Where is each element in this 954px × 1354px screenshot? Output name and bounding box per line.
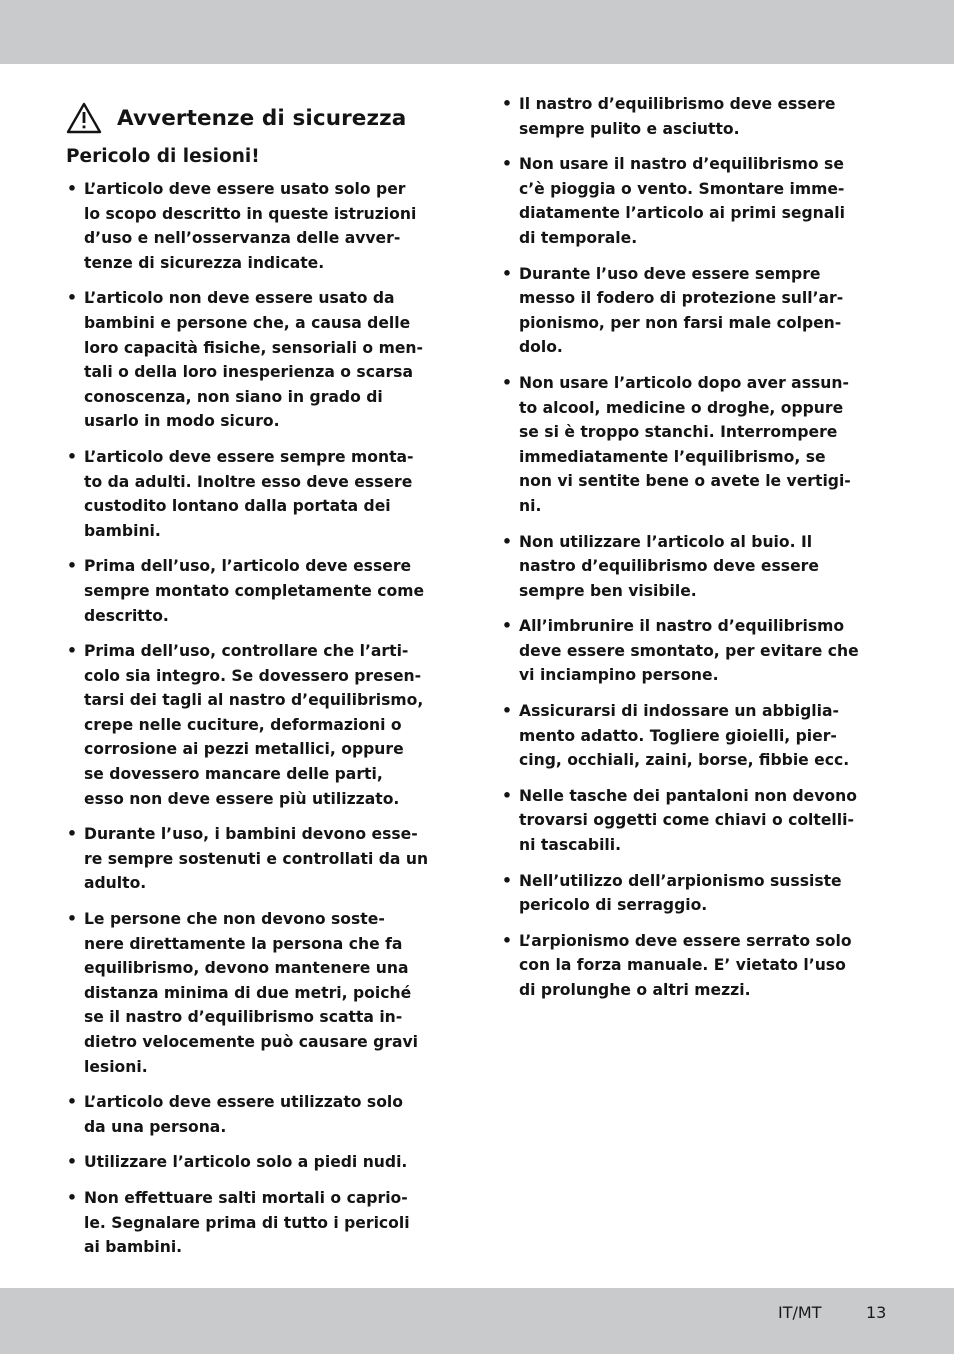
item-text-line: con la forza manuale. E’ vietato l’uso: [519, 956, 846, 975]
bullet-marker: •: [502, 95, 512, 113]
item-text-line: ni.: [519, 496, 542, 515]
item-text-line: d’uso e nell’osservanza delle avver-: [84, 229, 401, 248]
item-text-line: pericolo di serraggio.: [519, 896, 708, 915]
safety-list-right: [501, 92, 893, 1014]
item-text-line: sempre ben visibile.: [519, 581, 697, 600]
section-heading: [66, 100, 458, 136]
safety-item: [66, 822, 458, 896]
item-text-line: vi inciampino persone.: [519, 666, 719, 685]
item-text-line: non vi sentite bene o avete le vertigi-: [519, 472, 851, 491]
item-text-line: Prima dell’uso, controllare che l’arti-: [84, 642, 409, 661]
item-text-line: distanza minima di due metri, poiché: [84, 983, 412, 1002]
item-text-line: conoscenza, non siano in grado di: [84, 387, 383, 406]
warning-triangle-icon: [66, 102, 102, 134]
item-text-line: tenze di sicurezza indicate.: [84, 253, 325, 272]
item-text-line: to alcool, medicine o droghe, oppure: [519, 398, 844, 417]
item-text-line: Non usare l’articolo dopo aver assun-: [519, 373, 849, 392]
item-text-line: L’articolo deve essere sempre monta-: [84, 447, 414, 466]
item-text-line: deve essere smontato, per evitare che: [519, 641, 859, 660]
safety-item: [501, 530, 893, 604]
item-text-line: colo sia integro. Se dovessero presen-: [84, 666, 422, 685]
item-text-line: sempre pulito e asciutto.: [519, 119, 740, 138]
item-text-line: lo scopo descritto in queste istruzioni: [84, 204, 417, 223]
bullet-marker: •: [502, 155, 512, 174]
item-text-line: Utilizzare l’articolo solo a piedi nudi.: [84, 1153, 408, 1172]
item-text-line: lesioni.: [84, 1057, 148, 1076]
item-text-line: bambini e persone che, a causa delle: [84, 313, 411, 332]
item-text-line: Non utilizzare l’articolo al buio. Il: [519, 532, 813, 551]
item-text-line: loro capacità fisiche, sensoriali o men-: [84, 338, 423, 357]
safety-item: [501, 152, 893, 250]
safety-item: [66, 639, 458, 811]
item-text-line: immediatamente l’equilibrismo, se: [519, 447, 826, 466]
item-text-line: tali o della loro inesperienza o scarsa: [84, 363, 413, 382]
safety-item: [501, 699, 893, 773]
item-text-line: messo il fodero di protezione sull’ar-: [519, 289, 844, 308]
safety-item: [66, 445, 458, 543]
safety-item: [501, 614, 893, 688]
item-text-line: cing, occhiali, zaini, borse, fibbie ecc.: [519, 751, 850, 770]
item-text-line: Nell’utilizzo dell’arpionismo sussiste: [519, 871, 842, 890]
item-text-line: nere direttamente la persona che fa: [84, 934, 403, 953]
bullet-marker: •: [502, 702, 512, 721]
item-text-line: custodito lontano dalla portata dei: [84, 497, 391, 516]
bullet-marker: •: [67, 1153, 77, 1172]
bullet-marker: •: [67, 642, 77, 661]
safety-item: [66, 907, 458, 1079]
item-text-line: se il nastro d’equilibrismo scatta in-: [84, 1008, 403, 1027]
item-text-line: L’articolo deve essere usato solo per: [84, 180, 406, 198]
page-number: 13: [866, 1303, 887, 1322]
bullet-marker: •: [502, 617, 512, 636]
item-text-line: adulto.: [84, 874, 147, 893]
item-text-line: diatamente l’articolo ai primi segnali: [519, 204, 845, 223]
safety-item: [501, 869, 893, 918]
bullet-marker: •: [67, 1188, 77, 1207]
item-text-line: pionismo, per non farsi male colpen-: [519, 313, 842, 332]
item-text-line: c’è pioggia o vento. Smontare imme-: [519, 179, 845, 198]
item-text-line: se dovessero mancare delle parti,: [84, 765, 383, 784]
bullet-marker: •: [502, 264, 512, 283]
safety-item: [501, 262, 893, 360]
bullet-marker: •: [502, 532, 512, 551]
footer-language: IT/MT: [778, 1303, 822, 1322]
item-text-line: Non effettuare salti mortali o caprio-: [84, 1188, 408, 1207]
item-text-line: bambini.: [84, 521, 161, 540]
item-text-line: ni tascabili.: [519, 836, 622, 855]
item-text-line: re sempre sostenuti e controllati da un: [84, 849, 429, 868]
item-text-line: esso non deve essere più utilizzato.: [84, 789, 400, 808]
item-text-line: Non usare il nastro d’equilibrismo se: [519, 155, 844, 174]
item-text-line: descritto.: [84, 606, 169, 625]
item-text-line: se si è troppo stanchi. Interrompere: [519, 423, 838, 442]
bullet-marker: •: [502, 871, 512, 890]
item-text-line: Durante l’uso, i bambini devono esse-: [84, 825, 418, 844]
item-text-line: nastro d’equilibrismo deve essere: [519, 557, 819, 576]
item-text-line: di prolunghe o altri mezzi.: [519, 981, 751, 999]
item-text-line: L’arpionismo deve essere serrato solo: [519, 931, 852, 950]
top-band: [0, 0, 954, 64]
safety-item: [66, 1186, 458, 1260]
item-text-line: ai bambini.: [84, 1238, 183, 1257]
bullet-marker: •: [502, 931, 512, 950]
item-text-line: Durante l’uso deve essere sempre: [519, 264, 821, 283]
item-text-line: L’articolo non deve essere usato da: [84, 289, 395, 308]
section-title: Avvertenze di sicurezza: [117, 105, 407, 131]
safety-item: [66, 1150, 458, 1175]
item-text-line: corrosione ai pezzi metallici, oppure: [84, 740, 404, 759]
item-text-line: Il nastro d’equilibrismo deve essere: [519, 95, 836, 113]
item-text-line: All’imbrunire il nastro d’equilibrismo: [519, 617, 845, 636]
item-text-line: sempre montato completamente come: [84, 581, 425, 600]
safety-item: [66, 554, 458, 628]
item-text-line: Le persone che non devono soste-: [84, 910, 385, 929]
item-text-line: usarlo in modo sicuro.: [84, 412, 280, 431]
bullet-marker: •: [67, 825, 77, 844]
bullet-marker: •: [502, 373, 512, 392]
safety-item: [66, 286, 458, 434]
item-text-line: da una persona.: [84, 1117, 227, 1136]
item-text-line: mento adatto. Togliere gioielli, pier-: [519, 726, 837, 745]
bullet-marker: •: [502, 786, 512, 805]
subsection-title: Pericolo di lesioni!: [66, 146, 260, 167]
safety-item: [501, 929, 893, 1003]
item-text-line: di temporale.: [519, 228, 638, 247]
item-text-line: dolo.: [519, 338, 563, 357]
safety-list-left: [66, 177, 458, 1271]
safety-item: [66, 1090, 458, 1139]
bullet-marker: •: [67, 289, 77, 308]
bullet-marker: •: [67, 180, 77, 198]
item-text-line: crepe nelle cuciture, deformazioni o: [84, 715, 402, 734]
safety-item: [501, 784, 893, 858]
item-text-line: tarsi dei tagli al nastro d’equilibrismo,: [84, 691, 424, 710]
item-text-line: dietro velocemente può causare gravi: [84, 1033, 419, 1051]
safety-item: [66, 177, 458, 275]
item-text-line: trovarsi oggetti come chiavi o coltelli-: [519, 811, 854, 830]
item-text-line: Nelle tasche dei pantaloni non devono: [519, 786, 857, 805]
safety-item: [501, 371, 893, 519]
bullet-marker: •: [67, 447, 77, 466]
safety-item: [501, 92, 893, 141]
item-text-line: L’articolo deve essere utilizzato solo: [84, 1093, 403, 1112]
bullet-marker: •: [67, 1093, 77, 1112]
item-text-line: le. Segnalare prima di tutto i pericoli: [84, 1213, 410, 1232]
bullet-marker: •: [67, 910, 77, 929]
item-text-line: equilibrismo, devono mantenere una: [84, 959, 409, 978]
item-text-line: to da adulti. Inoltre esso deve essere: [84, 472, 413, 491]
bullet-marker: •: [67, 557, 77, 576]
item-text-line: Prima dell’uso, l’articolo deve essere: [84, 557, 412, 576]
item-text-line: Assicurarsi di indossare un abbiglia-: [519, 702, 839, 721]
